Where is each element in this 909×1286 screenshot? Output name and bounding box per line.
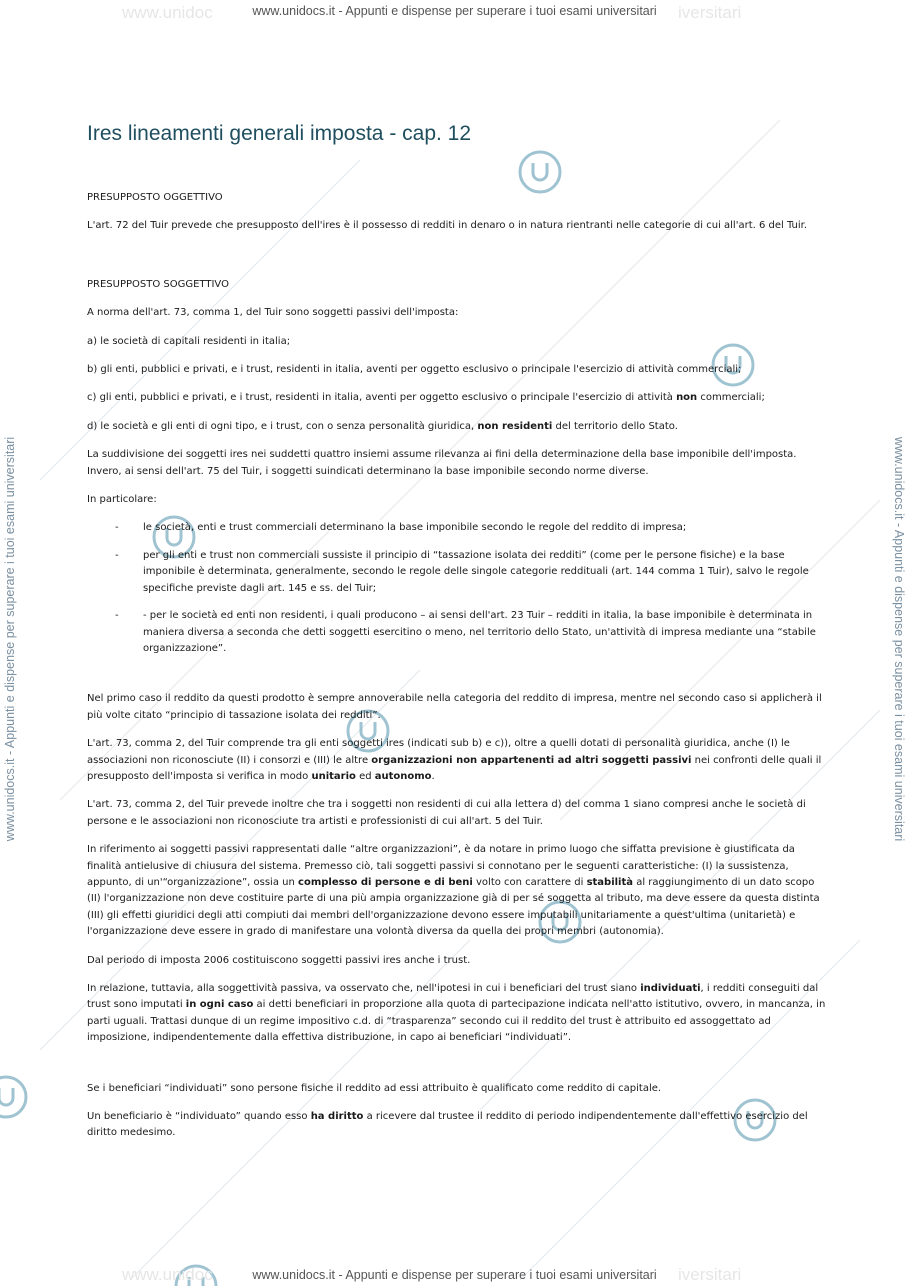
paragraph-trust-2006: Dal periodo di imposta 2006 costituiscono soggetti passivi ires anche i trust. xyxy=(87,954,471,966)
paragraph-item-d: d) le società e gli enti di ogni tipo, e i trust, con o senza personalità giuridica, non residenti del territorio dello Stato. xyxy=(87,420,678,432)
paragraph-item-b: b) gli enti, pubblici e privati, e i trust, residenti in italia, aventi per oggetto esclusivo o principale l'esercizio di attività commerciali; xyxy=(87,364,742,376)
document-body xyxy=(87,122,827,1154)
section-heading-soggettivo: PRESUPPOSTO SOGGETTIVO xyxy=(87,278,229,290)
list-item: - le società, enti e trust commerciali determinano la base imponibile secondo le regole del reddito di impresa; xyxy=(115,522,687,534)
side-watermark-right: www.unidocs.it - Appunti e dispense per superare i tuoi esami universitari xyxy=(892,436,906,842)
paragraph-item-c: c) gli enti, pubblici e privati, e i trust, residenti in italia, aventi per oggetto esclusivo o principale l'esercizio di attività non commerciali; xyxy=(87,392,765,404)
paragraph-particolare: In particolare: xyxy=(87,494,157,506)
paragraph-norma: A norma dell'art. 73, comma 1, del Tuir sono soggetti passivi dell'imposta: xyxy=(87,307,459,319)
document-title: Ires lineamenti generali imposta - cap. 12 xyxy=(87,122,472,145)
paragraph-relazione: In relazione, tuttavia, alla soggettività passiva, va osservato che, nell'ipotesi in cui i beneficiari del trust siano individuati, i redditi conseguiti dal trust sono imputati in ogni caso ai detti beneficiari in proporzione alla quota di partecipazione indicata nell'atto istitutivo, ovvero, in mancanza, in parti uguali. Trattasi dunque di un regime impositivo c.d. di “trasparenza” secondo cui il reddito del trust è attribuito ed assoggettato ad imposizione, indipendentemente dalla effettiva distribuzione, in capo ai beneficiari “individuati”. xyxy=(87,983,826,1044)
paragraph-art72: L'art. 72 del Tuir prevede che presupposto dell'ires è il possesso di redditi in denaro o in natura rientranti nelle categorie di cui all'art. 6 del Tuir. xyxy=(87,220,808,232)
ghost-watermark-bottom: www.unidoc xyxy=(122,1265,213,1284)
ghost-watermark-bottom-right: iversitari xyxy=(678,1265,742,1284)
ghost-watermark-top: www.unidoc xyxy=(122,3,213,22)
paragraph-art73-comma2: L'art. 73, comma 2, del Tuir comprende tra gli enti soggetti ires (indicati sub b) e c)), oltre a quelli dotati di personalità giuridica, anche (I) le associazioni non riconosciute (II) i consorzi e (III) le altre organizzazioni non appartenenti ad altri soggetti passivi nei confronti delle quali il presupposto dell'imposta si verifica in modo unitario ed autonomo. xyxy=(87,738,822,782)
side-watermark-left: www.unidocs.it - Appunti e dispense per superare i tuoi esami universitari xyxy=(3,436,17,842)
list-item: - per gli enti e trust non commerciali sussiste il principio di “tassazione isolata dei redditi” (come per le persone fisiche) e la base imponibile è determinata, generalmente, secondo le regole delle singole categorie reddituali (art. 144 comma 1 Tuir), salvo le regole specifiche previste dagli art. 145 e ss. del Tuir; xyxy=(115,549,809,594)
paragraph-beneficiari: Se i beneficiari “individuati” sono persone fisiche il reddito ad essi attribuito è qualificato come reddito di capitale. xyxy=(87,1082,662,1094)
paragraph-suddivisione: La suddivisione dei soggetti ires nei suddetti quattro insiemi assume rilevanza ai fini della determinazione della base imponibile dell'imposta. Invero, ai sensi dell'art. 75 del Tuir, i soggetti suindicati determinano la base imponibile secondo norme diverse. xyxy=(87,449,797,477)
paragraph-primo-caso: Nel primo caso il reddito da questi prodotto è sempre annoverabile nella categoria del reddito di impresa, mentre nel secondo caso si applicherà il più volte citato “principio di tassazione isolata dei redditi”. xyxy=(87,693,822,721)
paragraph-individuato: Un beneficiario è “individuato” quando esso ha diritto a ricevere dal trustee il reddito di periodo indipendentemente dall'effettivo esercizio del diritto medesimo. xyxy=(87,1111,808,1139)
footer-watermark: www.unidocs.it - Appunti e dispense per superare i tuoi esami universitari xyxy=(252,1268,657,1282)
list-item: - - per le società ed enti non residenti, i quali producono – ai sensi dell'art. 23 Tuir – redditi in italia, la base imponibile è determinata in maniera diversa a seconda che detti soggetti esercitino o meno, nel territorio dello Stato, un'attività di impresa mediante una “stabile organizzazione”. xyxy=(115,610,816,654)
paragraph-altre-organizzazioni: In riferimento ai soggetti passivi rappresentati dalle “altre organizzazioni”, è da notare in primo luogo che siffatta previsione è giustificata da finalità antielusive di chiusura del sistema. Premesso ciò, tali soggetti passivi si connotano per le seguenti caratteristiche: (I) la sussistenza, appunto, di un'“organizzazione”, ossia un complesso di persone e di beni volto con carattere di stabilità al raggiungimento di un dato scopo (II) l'organizzazione non deve costituire parte di una più ampia organizzazione già di per sé soggetta al tributo, ma deve essere da questa distinta (III) gli effetti giuridici degli atti compiuti dai membri dell'organizzazione devono essere imputabili unitariamente a quest'ultima (unitarietà) e l'organizzazione deve essere in grado di manifestare una volontà diversa da quella dei propri membri (autonomia). xyxy=(87,844,820,938)
header-watermark: www.unidocs.it - Appunti e dispense per superare i tuoi esami universitari xyxy=(252,4,657,18)
paragraph-item-a: a) le società di capitali residenti in italia; xyxy=(87,335,291,347)
bullet-list xyxy=(87,520,827,657)
ghost-watermark-top-right: iversitari xyxy=(678,3,742,22)
paragraph-art73-comma2-inoltre: L'art. 73, comma 2, del Tuir prevede inoltre che tra i soggetti non residenti di cui alla lettera d) del comma 1 siano compresi anche le società di persone e le associazioni non riconosciute tra artisti e professionisti di cui all'art. 5 del Tuir. xyxy=(87,799,806,827)
section-heading-oggettivo: PRESUPPOSTO OGGETTIVO xyxy=(87,192,223,203)
